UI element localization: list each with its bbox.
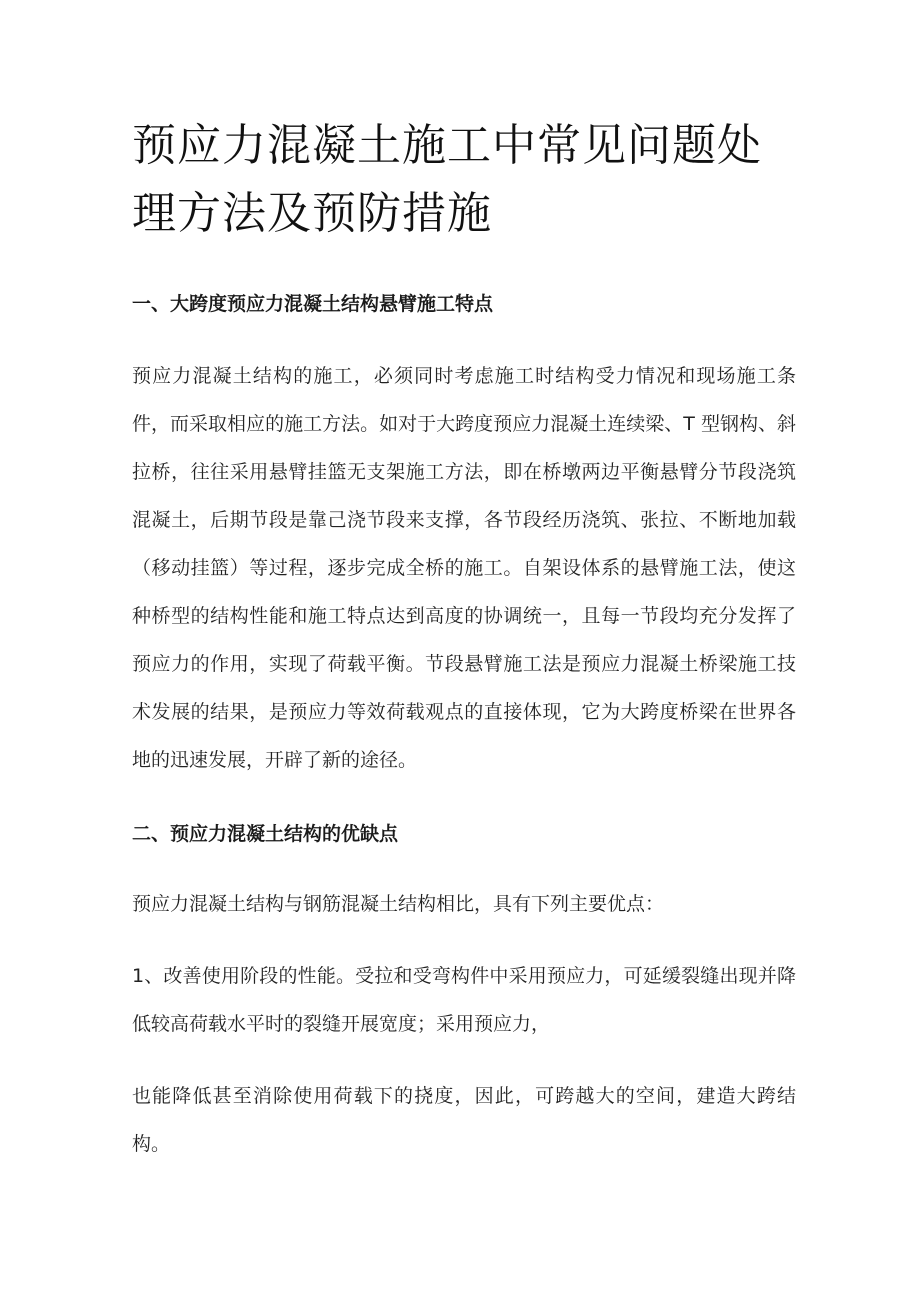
section-1-paragraph: 预应力混凝土结构的施工，必须同时考虑施工时结构受力情况和现场施工条件，而采取相应的施工方法。如对于大跨度预应力混凝土连续梁、T 型钢构、斜拉桥，往往采用悬臂挂篮无支架施工方法，即在桥墩两边平衡悬臂分节段浇筑混凝土，后期节段是靠己浇节段来支撑，各节段经历浇筑、张拉、不断地加载（移动挂篮）等过程，逐步完成全桥的施工。自架设体系的悬臂施工法，使这种桥型的结构性能和施工特点达到高度的协调统一，且每一节段均充分发挥了预应力的作用，实现了荷载平衡。节段悬臂施工法是预应力混凝土桥梁施工技术发展的结果，是预应力等效荷载观点的直接体现，它为大跨度桥梁在世界各地的迅速发展，开辟了新的途径。 bbox=[132, 365, 796, 771]
section-heading-2: 二、预应力混凝土结构的优缺点 bbox=[132, 823, 399, 845]
section-2-point-1-continued: 也能降低甚至消除使用荷载下的挠度，因此，可跨越大的空间，建造大跨结构。 bbox=[132, 1085, 796, 1155]
document-title: 预应力混凝土施工中常见问题处理方法及预防措施 bbox=[132, 120, 762, 239]
section-heading-1: 一、大跨度预应力混凝土结构悬臂施工特点 bbox=[132, 293, 494, 315]
section-2-point-1: 1、改善使用阶段的性能。受拉和受弯构件中采用预应力，可延缓裂缝出现并降低较高荷载水平时的裂缝开展宽度；采用预应力， bbox=[132, 965, 796, 1035]
section-2-intro: 预应力混凝土结构与钢筋混凝土结构相比，具有下列主要优点： bbox=[132, 893, 665, 915]
